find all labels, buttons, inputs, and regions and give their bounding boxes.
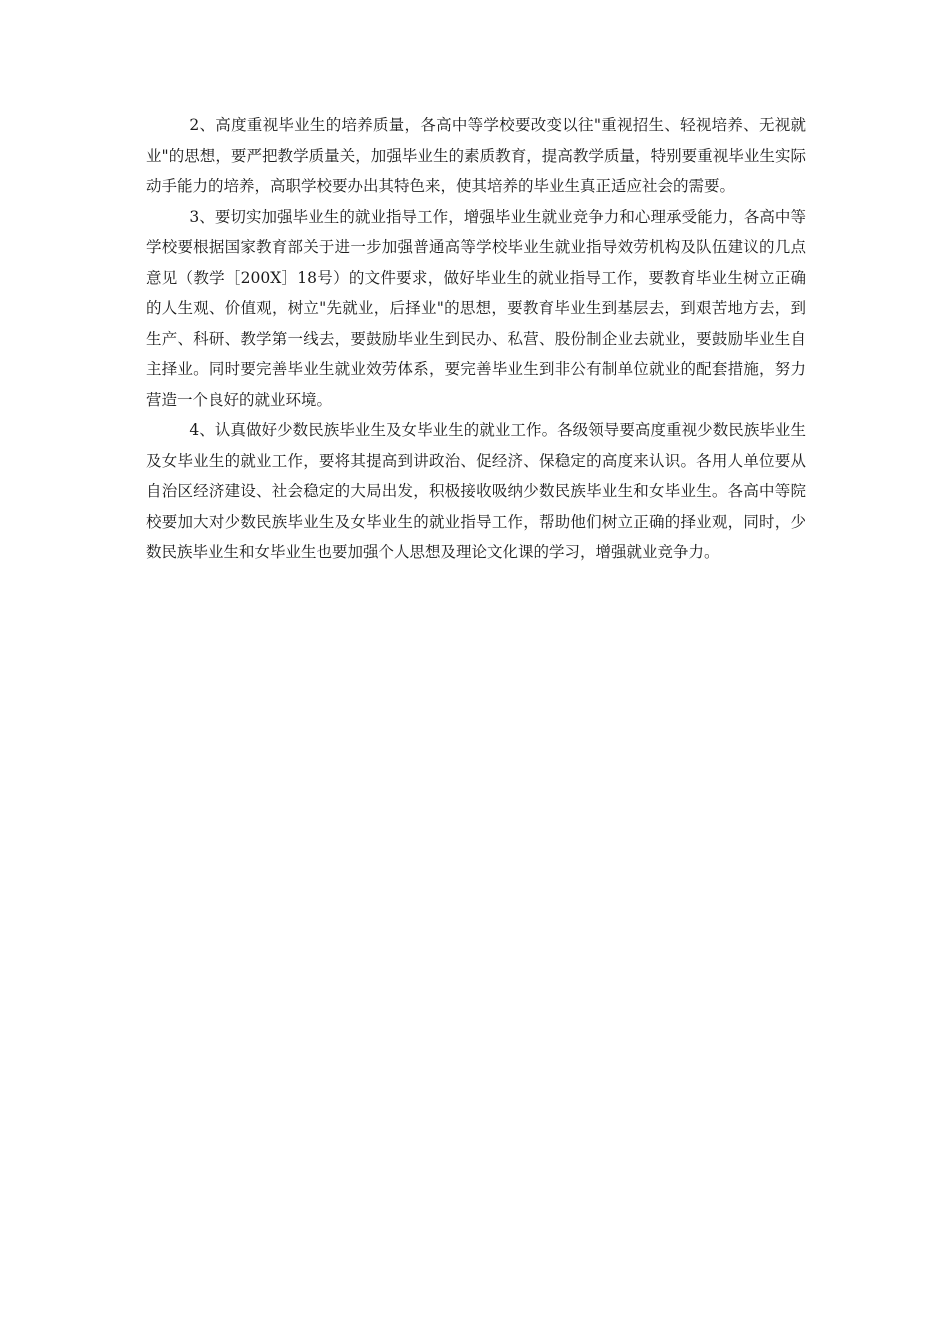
paragraph-3: 3、要切实加强毕业生的就业指导工作，增强毕业生就业竞争力和心理承受能力，各高中等学校要根据国家教育部关于进一步加强普通高等学校毕业生就业指导效劳机构及队伍建议的几点意见（教学［200X］18号）的文件要求，做好毕业生的就业指导工作，要教育毕业生树立正确的人生观、价值观，树立"先就业，后择业"的思想，要教育毕业生到基层去，到艰苦地方去，到生产、科研、教学第一线去，要鼓励毕业生到民办、私营、股份制企业去就业，要鼓励毕业生自主择业。同时要完善毕业生就业效劳体系，要完善毕业生到非公有制单位就业的配套措施，努力营造一个良好的就业环境。 bbox=[146, 207, 806, 409]
document-body bbox=[146, 110, 806, 568]
paragraph-4: 4、认真做好少数民族毕业生及女毕业生的就业工作。各级领导要高度重视少数民族毕业生及女毕业生的就业工作，要将其提高到讲政治、促经济、保稳定的高度来认识。各用人单位要从自治区经济建设、社会稳定的大局出发，积极接收吸纳少数民族毕业生和女毕业生。各高中等院校要加大对少数民族毕业生及女毕业生的就业指导工作，帮助他们树立正确的择业观，同时，少数民族毕业生和女毕业生也要加强个人思想及理论文化课的学习，增强就业竞争力。 bbox=[146, 421, 806, 561]
paragraph-2: 2、高度重视毕业生的培养质量，各高中等学校要改变以往"重视招生、轻视培养、无视就业"的思想，要严把教学质量关，加强毕业生的素质教育，提高教学质量，特别要重视毕业生实际动手能力的培养，高职学校要办出其特色来，使其培养的毕业生真正适应社会的需要。 bbox=[146, 116, 806, 195]
